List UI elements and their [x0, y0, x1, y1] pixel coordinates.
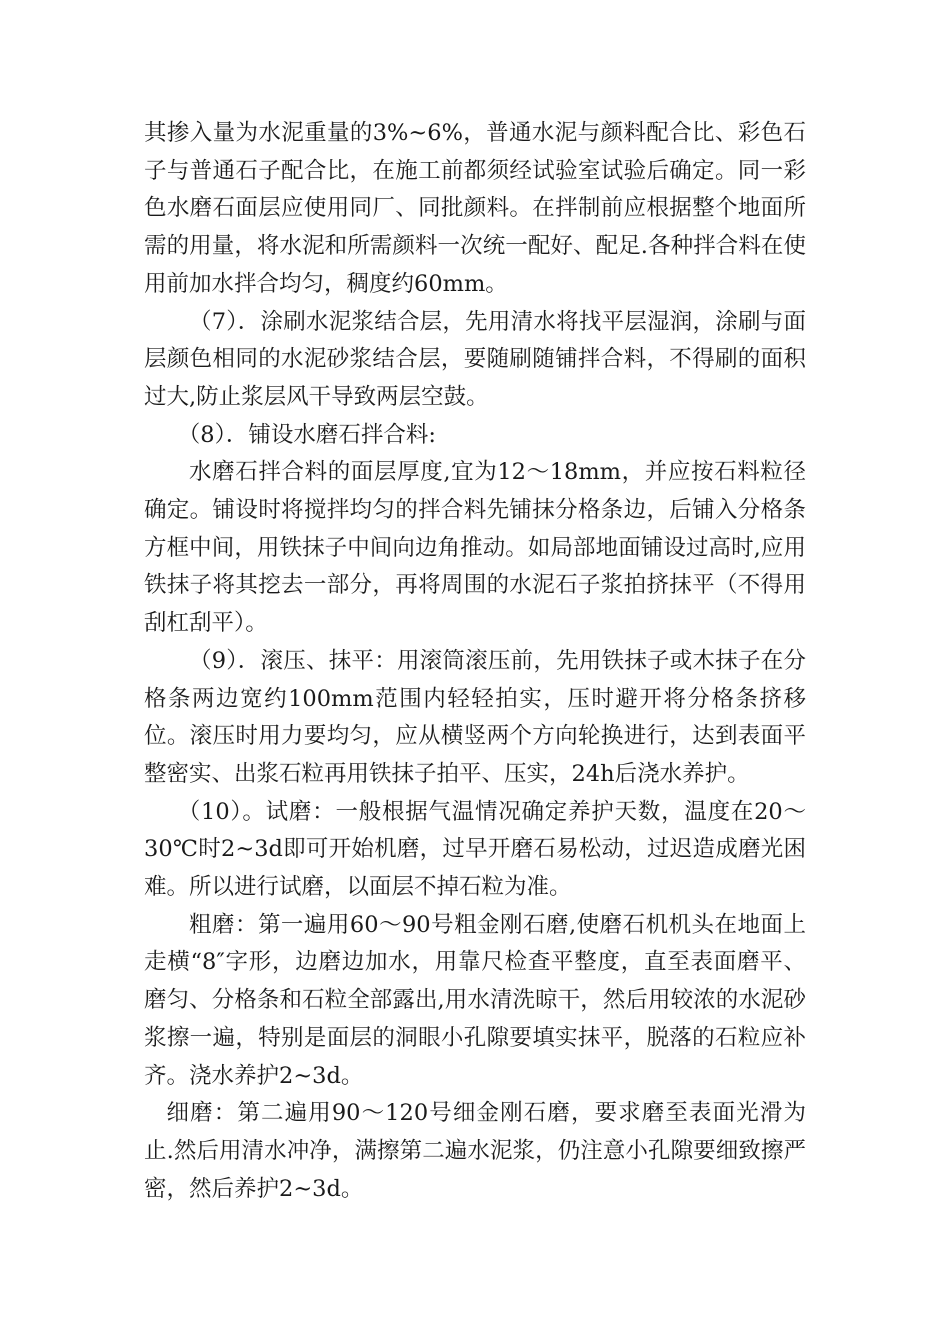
paragraph-step-9: （9）．滚压、抹平：用滚筒滚压前，先用铁抹子或木抹子在分格条两边宽约100mm范围内轻轻拍实，压时避开将分格条挤移位。滚压时用力要均匀，应从横竖两个方向轮换进行，达到表面平整密实、出浆石粒再用铁抹子拍平、压实，24h后浇水养护。 — [144, 647, 806, 787]
paragraph-continuation: 其掺入量为水泥重量的3%~6%，普通水泥与颜料配合比、彩色石子与普通石子配合比，在施工前都须经试验室试验后确定。同一彩色水磨石面层应使用同厂、同批颜料。在拌制前应根据整个地面所需的用量，将水泥和所需颜料一次统一配好、配足.各种拌合料在使用前加水拌合均匀，稠度约60mm。 — [144, 120, 806, 297]
paragraph-step-8-body: 水磨石拌合料的面层厚度,宜为12～18mm，并应按石料粒径确定。铺设时将搅拌均匀的拌合料先铺抹分格条边，后铺入分格条方框中间，用铁抹子中间向边角推动。如局部地面铺设过高时,应用铁抹子将其挖去一部分，再将周围的水泥石子浆拍挤抹平（不得用刮杠刮平）。 — [144, 459, 806, 637]
paragraph-step-7: （7）．涂刷水泥浆结合层，先用清水将找平层湿润，涂刷与面层颜色相同的水泥砂浆结合层，要随刷随铺拌合料，不得刷的面积过大,防止浆层风干导致两层空鼓。 — [144, 308, 806, 410]
paragraph-step-8-heading: （8）．铺设水磨石拌合料: — [177, 421, 436, 448]
document-body — [144, 115, 806, 1208]
paragraph-step-10: （10）。试磨：一般根据气温情况确定养护天数，温度在20～30℃时2~3d即可开始机磨，过早开磨石易松动，过迟造成磨光困难。所以进行试磨，以面层不掉石粒为准。 — [144, 798, 806, 901]
paragraph-rough-grind: 粗磨：第一遍用60～90号粗金刚石磨,使磨石机机头在地面上走横“8″字形，边磨边加水，用靠尺检查平整度，直至表面磨平、磨匀、分格条和石粒全部露出,用水清洗晾干，然后用较浓的水泥砂浆擦一遍，特别是面层的洞眼小孔隙要填实抹平，脱落的石粒应补齐。浇水养护2~3d。 — [144, 911, 806, 1089]
paragraph-fine-grind: 细磨：第二遍用90～120号细金刚石磨，要求磨至表面光滑为止.然后用清水冲净，满擦第二遍水泥浆，仍注意小孔隙要细致擦严密，然后养护2~3d。 — [144, 1100, 806, 1202]
